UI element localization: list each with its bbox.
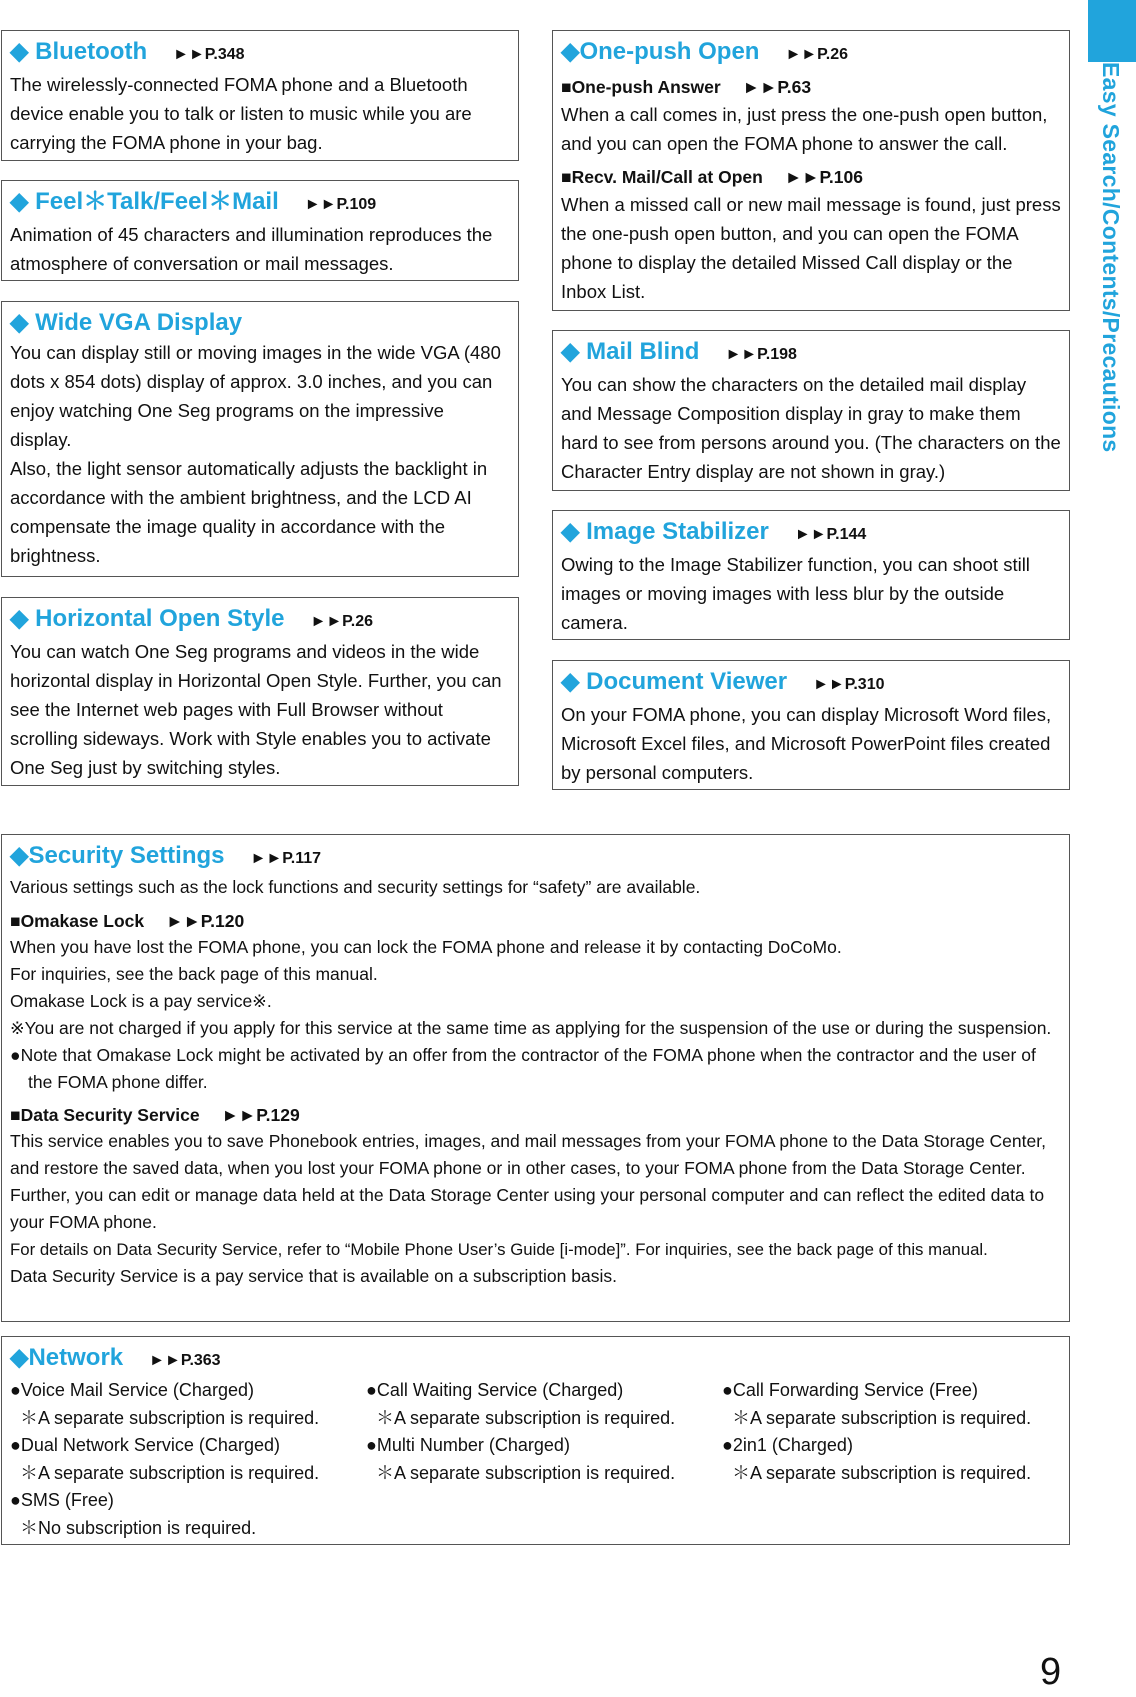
section-heading: ◆One-push Open ►►P.26: [561, 38, 848, 65]
section-heading: ◆Security Settings ►►P.117: [10, 842, 322, 869]
section-heading: ◆ Document Viewer ►►P.310: [561, 668, 885, 695]
page-ref[interactable]: ►►P.63: [742, 77, 812, 97]
page-ref[interactable]: ►►P.106: [784, 167, 863, 187]
subheading: ■One-push Answer ►►P.63: [561, 77, 812, 97]
section-heading: ◆ Horizontal Open Style ►►P.26: [10, 605, 374, 632]
page-ref[interactable]: ►►P.144: [794, 526, 867, 543]
network-section: [1, 1336, 1070, 1545]
page-ref[interactable]: ►►P.348: [173, 46, 245, 63]
list-item: ●Voice Mail Service (Charged) ＊A separate subscription is required.: [10, 1380, 320, 1428]
section-body: When you have lost the FOMA phone, you can lock the FOMA phone and release it by contacting DoCoMo.: [10, 937, 842, 957]
section-body: The wirelessly-connected FOMA phone and a Bluetooth device enable you to talk or listen to music while you are carrying the FOMA phone in your bag.: [10, 74, 472, 153]
section-body: You can display still or moving images in the wide VGA (480 dots x 854 dots) display of approx. 3.0 inches, and you can enjoy watching One Seg programs on the impressive display.: [10, 342, 501, 450]
section-body: When a missed call or new mail message is found, just press the one-push open button, and you can open the FOMA phone to display the detailed Missed Call display or the Inbox List.: [561, 194, 1061, 302]
list-item: ●Call Forwarding Service (Free) ＊A separate subscription is required.: [722, 1380, 1032, 1428]
section-body: Also, the light sensor automatically adjusts the backlight in accordance with the ambient brightness, and the LCD AI compensate the image quality in accordance with the brightness.: [10, 458, 488, 566]
section-body: For details on Data Security Service, refer to “Mobile Phone User’s Guide [i-mode]”. For inquiries, see the back page of this manual.: [10, 1240, 988, 1259]
subheading: ■Omakase Lock ►►P.120: [10, 911, 245, 931]
page-ref[interactable]: ►►P.26: [310, 613, 374, 630]
section-body: This service enables you to save Phonebook entries, images, and mail messages from your FOMA phone to the Data Storage Center, and restore the saved data, when you lost your FOMA phone or in other cases, to your FOMA phone from the Data Storage Center. Further, you can edit or manage data held at the Data Storage Center using your personal computer and can reflect the edited data to your FOMA phone.: [10, 1131, 1046, 1232]
image-stabilizer-section: [552, 510, 1070, 640]
page-ref[interactable]: ►►P.26: [785, 46, 848, 63]
list-item: ●SMS (Free) ＊No subscription is required.: [10, 1490, 257, 1538]
subheading: ■Recv. Mail/Call at Open ►►P.106: [561, 167, 863, 187]
wide-vga-section: [1, 301, 519, 577]
mail-blind-section: [552, 330, 1070, 491]
page-ref[interactable]: ►►P.129: [221, 1105, 300, 1125]
section-heading: ◆ Wide VGA Display: [10, 309, 243, 336]
network-services-list: [10, 1377, 1061, 1542]
section-intro: Various settings such as the lock functions and security settings for “safety” are available.: [10, 877, 701, 897]
bluetooth-section: [1, 30, 519, 161]
section-body: On your FOMA phone, you can display Microsoft Word files, Microsoft Excel files, and Microsoft PowerPoint files created by personal computers.: [561, 704, 1052, 783]
page-ref[interactable]: ►►P.363: [149, 1352, 221, 1369]
page-number: 9: [1040, 1651, 1062, 1693]
bullet-note: ●Note that Omakase Lock might be activated by an offer from the contractor of the FOMA phone when the contractor and the user of the FOMA phone differ.: [10, 1045, 1036, 1092]
page-ref[interactable]: ►►P.198: [725, 346, 797, 363]
side-tab-label: Easy Search/Contents/Precautions: [1098, 62, 1124, 453]
one-push-open-section: [552, 30, 1070, 311]
side-tab: [1088, 62, 1136, 482]
section-heading: ◆ Mail Blind ►►P.198: [561, 338, 797, 365]
side-tab-marker: [1088, 0, 1136, 62]
section-body: You can show the characters on the detailed mail display and Message Composition display in gray to make them hard to see from persons around you. (The characters on the Character Entry display are not shown in gray.): [561, 374, 1061, 482]
list-item: ●Multi Number (Charged) ＊A separate subscription is required.: [366, 1435, 676, 1483]
section-heading: ◆ Feel＊Talk/Feel＊Mail ►►P.109: [10, 188, 377, 215]
list-item: ●2in1 (Charged) ＊A separate subscription is required.: [722, 1435, 1032, 1483]
section-heading: ◆ Image Stabilizer ►►P.144: [561, 518, 867, 545]
section-body: Data Security Service is a pay service that is available on a subscription basis.: [10, 1266, 617, 1286]
footnote: ※You are not charged if you apply for this service at the same time as applying for the suspension of the use or during the suspension.: [10, 1018, 1052, 1038]
page-ref[interactable]: ►►P.120: [166, 911, 245, 931]
section-body: You can watch One Seg programs and videos in the wide horizontal display in Horizontal Open Style. Further, you can see the Internet web pages with Full Browser without scrolling sideways. Work with Style enables you to activate One Seg just by switching styles.: [10, 641, 502, 778]
security-settings-section: [1, 834, 1070, 1322]
section-body: Omakase Lock is a pay service※.: [10, 991, 272, 1011]
section-heading: ◆Network ►►P.363: [10, 1344, 221, 1371]
feel-section: [1, 180, 519, 281]
horizontal-open-section: [1, 597, 519, 786]
section-body: Animation of 45 characters and illumination reproduces the atmosphere of conversation or mail messages.: [10, 224, 493, 274]
document-viewer-section: [552, 660, 1070, 790]
subheading: ■Data Security Service ►►P.129: [10, 1105, 300, 1125]
section-body: When a call comes in, just press the one-push open button, and you can open the FOMA phone to answer the call.: [561, 104, 1048, 154]
page-ref[interactable]: ►►P.310: [813, 676, 885, 693]
section-body: For inquiries, see the back page of this manual.: [10, 964, 378, 984]
section-body: Owing to the Image Stabilizer function, you can shoot still images or moving images with less blur by the outside camera.: [561, 554, 1030, 633]
page-ref[interactable]: ►►P.117: [250, 850, 322, 867]
list-item: ●Dual Network Service (Charged) ＊A separate subscription is required.: [10, 1435, 320, 1483]
list-item: ●Call Waiting Service (Charged) ＊A separate subscription is required.: [366, 1380, 676, 1428]
section-heading: ◆ Bluetooth ►►P.348: [10, 38, 245, 65]
page-ref[interactable]: ►►P.109: [304, 196, 377, 213]
